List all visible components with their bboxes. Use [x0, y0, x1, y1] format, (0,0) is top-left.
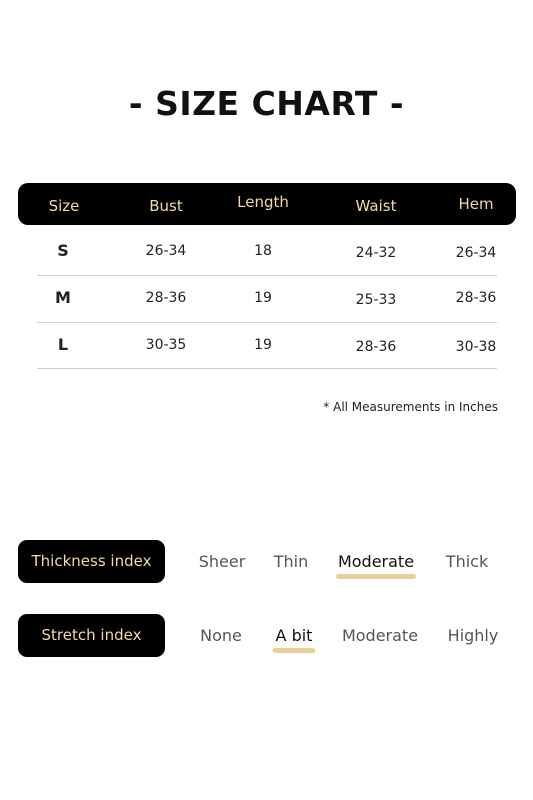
thickness-option-thick: Thick	[445, 552, 489, 571]
stretch-option-highly: Highly	[447, 626, 499, 645]
header-waist: Waist	[355, 197, 397, 215]
thickness-option-thin: Thin	[273, 552, 309, 571]
header-hem: Hem	[458, 195, 494, 213]
thickness-option-moderate: Moderate	[337, 552, 415, 571]
cell-length: 18	[254, 243, 272, 259]
cell-waist: 25-33	[355, 292, 397, 308]
header-bust: Bust	[149, 197, 183, 215]
header-length: Length	[237, 193, 289, 211]
row-divider	[37, 368, 497, 369]
stretch-option-none: None	[200, 626, 242, 645]
stretch-index-label: Stretch index	[18, 614, 165, 657]
page-title: - SIZE CHART -	[128, 84, 405, 123]
cell-length: 19	[254, 290, 272, 306]
cell-size: M	[55, 288, 71, 307]
table-row	[0, 228, 533, 274]
cell-bust: 30-35	[145, 337, 187, 353]
cell-length: 19	[254, 337, 272, 353]
thickness-index-label: Thickness index	[18, 540, 165, 583]
cell-size: L	[57, 335, 69, 354]
cell-bust: 26-34	[145, 243, 187, 259]
size-table-header	[18, 183, 516, 225]
table-row	[0, 275, 533, 321]
thickness-option-sheer: Sheer	[198, 552, 246, 571]
table-row	[0, 322, 533, 368]
cell-waist: 28-36	[355, 339, 397, 355]
cell-waist: 24-32	[355, 245, 397, 261]
stretch-option-a-bit: A bit	[275, 626, 313, 645]
stretch-selected-underline	[273, 648, 316, 653]
stretch-option-moderate: Moderate	[341, 626, 419, 645]
cell-hem: 28-36	[455, 290, 497, 306]
thickness-selected-underline	[336, 574, 416, 579]
cell-size: S	[57, 241, 69, 260]
header-size: Size	[48, 197, 80, 215]
cell-hem: 30-38	[455, 339, 497, 355]
cell-bust: 28-36	[145, 290, 187, 306]
measurement-note: * All Measurements in Inches	[323, 400, 498, 414]
cell-hem: 26-34	[455, 245, 497, 261]
